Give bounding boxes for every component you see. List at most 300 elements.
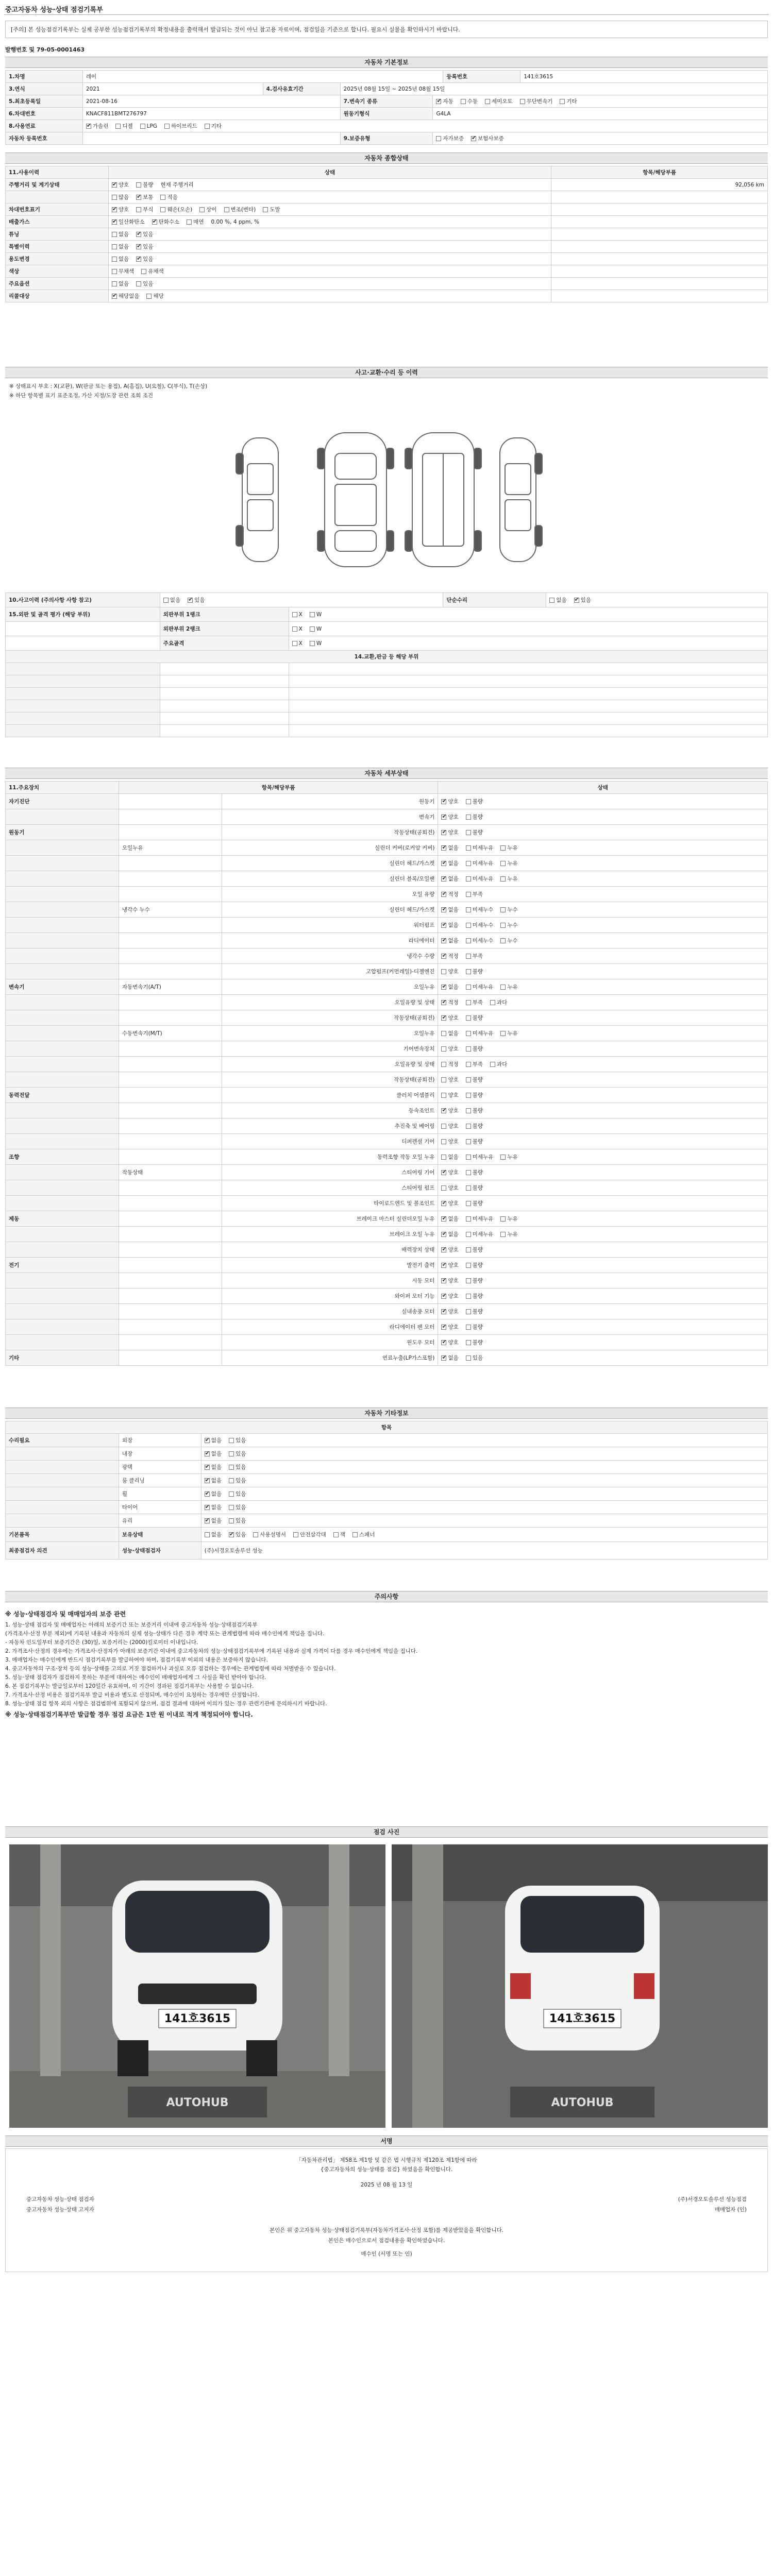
checkbox-label: 해당 [153, 293, 164, 299]
warranty-label: 9.보증유형 [341, 132, 433, 144]
table-row [6, 1487, 768, 1501]
checkbox-option [466, 1045, 483, 1053]
row-part: 작동상태(공회전) [222, 825, 439, 840]
checkbox-icon [441, 1015, 446, 1021]
checkbox-option [441, 1308, 458, 1315]
table-row [6, 216, 768, 228]
checkbox-label: 많음 [118, 194, 129, 200]
notes-title-2: ※ 성능·상태점검기록부만 발급할 경우 점검 요금은 1만 원 이내로 적게 책정되어야 합니다. [5, 1711, 253, 1718]
checkbox-icon [466, 938, 471, 943]
row-state [438, 948, 768, 963]
checkbox-icon [205, 1518, 210, 1523]
table-row [6, 825, 768, 840]
checkbox-icon [466, 1108, 471, 1113]
checkbox-icon [441, 861, 446, 866]
table-row [6, 1447, 768, 1461]
checkbox-label: 훼손(오손) [167, 207, 193, 213]
checkbox-label: 수동 [467, 98, 478, 105]
checkbox-label: 양호 [448, 829, 459, 836]
checkbox-option [263, 206, 280, 213]
checkbox-label: 변조(변타) [230, 207, 256, 213]
table-row [6, 179, 768, 191]
table-row [6, 1196, 768, 1211]
checkbox-option [466, 1060, 483, 1068]
checkbox-option [466, 937, 494, 944]
checkbox-option [441, 844, 458, 852]
checkbox-label: 미세누유 [472, 1154, 494, 1160]
reg-value: 141호3615 [520, 71, 768, 82]
checkbox-option [466, 1230, 494, 1238]
row-sub [119, 809, 222, 824]
checkbox-option [466, 968, 483, 975]
table-row [6, 902, 768, 918]
row-sub: 수동변속기(M/T) [119, 1026, 222, 1041]
row-state [438, 1118, 768, 1133]
row-group [6, 1474, 119, 1487]
checkbox-option [466, 1292, 483, 1300]
checkbox-label: 없음 [118, 244, 129, 250]
row-sub [119, 1118, 222, 1133]
row-group [6, 995, 119, 1010]
checkbox-icon [136, 281, 141, 286]
checkbox-option [441, 875, 458, 883]
table-row [6, 948, 768, 964]
checkbox-icon [163, 598, 169, 603]
checkbox-option [466, 798, 483, 805]
row-state [438, 979, 768, 994]
checkbox-option [205, 122, 222, 130]
checkbox-label: 누유 [507, 1154, 518, 1160]
checkbox-icon [466, 1309, 471, 1314]
row-group [6, 1514, 119, 1527]
checkbox-label: 미세누유 [472, 1030, 494, 1037]
rear-plate: 141호3615 [549, 2012, 616, 2025]
checkbox-label: 보통 [143, 194, 154, 200]
checkbox-option [224, 206, 256, 213]
checkbox-option [466, 1091, 483, 1099]
checkbox-icon [152, 219, 157, 225]
row-group [6, 840, 119, 855]
checkbox-label: LPG [146, 123, 157, 129]
repair-label: 15.외판 및 골격 평가 (해당 부위) [6, 607, 160, 621]
checkbox-icon [441, 1031, 446, 1036]
checkbox-label: 불량 [472, 799, 483, 805]
row-sub [119, 1041, 222, 1056]
checkbox-icon [441, 830, 446, 835]
doc-number [5, 45, 85, 54]
front-brand: AUTOHUB [166, 2096, 229, 2109]
checkbox-label: 적음 [167, 194, 178, 200]
row-part: 윈도우 모터 [222, 1335, 439, 1350]
checkbox-option [441, 921, 458, 929]
warranty-options [433, 132, 768, 144]
checkbox-option [112, 193, 129, 201]
checkbox-option [441, 813, 458, 821]
checkbox-label: 불량 [472, 1077, 483, 1083]
checkbox-label: 양호 [448, 1123, 459, 1129]
checkbox-label: 상이 [206, 207, 217, 213]
checkbox-option [205, 1531, 222, 1538]
row-group [6, 948, 119, 963]
checkbox-option [441, 859, 458, 867]
checkbox-icon [436, 99, 441, 104]
row-part: 휠 [119, 1487, 201, 1500]
checkbox-icon [229, 1532, 234, 1537]
checkbox-option [441, 1230, 458, 1238]
checkbox-option [441, 983, 458, 991]
checkbox-label: 불량 [472, 1247, 483, 1253]
checkbox-icon [224, 207, 229, 212]
checkbox-icon [205, 1438, 210, 1443]
other-col: 항목 [6, 1421, 768, 1433]
checkbox-option [205, 1517, 222, 1524]
checkbox-option [441, 1277, 458, 1284]
row-part: 브레이크 오일 누유 [222, 1227, 439, 1242]
table-row [6, 241, 768, 253]
checkbox-icon [471, 136, 476, 141]
checkbox-option [441, 998, 458, 1006]
signature-header: 서명 [5, 2136, 768, 2147]
table-row [6, 1227, 768, 1242]
accident-table [5, 592, 768, 737]
checkbox-option [500, 906, 517, 913]
fuel-label: 8.사용연료 [6, 120, 83, 132]
checkbox-icon [500, 907, 506, 912]
checkbox-icon [205, 1492, 210, 1497]
row-part: 등속조인트 [222, 1103, 439, 1118]
row-group [6, 1118, 119, 1133]
sign-line-1: 「자동차관리법」 제58조 제1항 및 같은 법 시행규칙 제120조 제1항에 따라 [296, 2157, 477, 2163]
checkbox-label: 불량 [472, 1309, 483, 1315]
checkbox-icon [466, 1201, 471, 1206]
checkbox-option [466, 1308, 483, 1315]
checkbox-icon [466, 923, 471, 928]
checkbox-label: 있음 [236, 1478, 246, 1484]
price-label: 중고자동차 성능·상태 고지자 [26, 2207, 94, 2213]
model-label: 원동기형식 [341, 108, 433, 120]
checkbox-label: 없음 [211, 1504, 222, 1511]
row-part: 배력장치 상태 [222, 1242, 439, 1257]
checkbox-label: 양호 [448, 1046, 459, 1052]
checkbox-label: 있음 [236, 1504, 246, 1511]
checkbox-icon [441, 1124, 446, 1129]
checkbox-label: 양호 [448, 1077, 459, 1083]
row-label [6, 688, 160, 700]
notes-header: 주의사항 [5, 1591, 768, 1602]
checkbox-label: 없음 [211, 1518, 222, 1524]
checkbox-option [112, 292, 140, 300]
row-state [438, 1289, 768, 1303]
checkbox-label: 있음 [472, 1355, 483, 1361]
checkbox-option [333, 1531, 345, 1538]
checkbox-label: 없음 [118, 256, 129, 262]
row-group [6, 902, 119, 917]
checkbox-icon [293, 1532, 298, 1537]
checkbox-option [466, 859, 494, 867]
checkbox-option [466, 1014, 483, 1022]
checkbox-label: 일산화탄소 [118, 219, 145, 225]
checkbox-icon [441, 1263, 446, 1268]
row-part [160, 663, 289, 675]
row-part: 타이로드엔드 및 볼조인트 [222, 1196, 439, 1211]
name-value: 레이 [83, 71, 444, 82]
checkbox-icon [229, 1478, 234, 1483]
checkbox-option [136, 280, 153, 287]
checkbox-label: 양호 [448, 1170, 459, 1176]
row-part: 스티어링 기어 [222, 1165, 439, 1180]
table-row [6, 794, 768, 809]
checkbox-option [466, 983, 494, 991]
checkbox-label: 양호 [448, 1108, 459, 1114]
row-state [438, 1010, 768, 1025]
checkbox-option [441, 1168, 458, 1176]
row-part: 작동상태(공회전) [222, 1010, 439, 1025]
checkbox-label: 불량 [472, 1123, 483, 1129]
checkbox-option [441, 1246, 458, 1253]
checkbox-label: 없음 [448, 1231, 459, 1238]
checkbox-option [188, 596, 205, 604]
checkbox-option [136, 230, 153, 238]
checkbox-option [466, 998, 483, 1006]
checkbox-label: 불량 [472, 1170, 483, 1176]
checkbox-icon [466, 1216, 471, 1222]
row-group [6, 1103, 119, 1118]
row-group: 원동기 [6, 825, 119, 840]
checkbox-icon [263, 207, 268, 212]
checkbox-option [293, 1531, 326, 1538]
checkbox-option [500, 859, 517, 867]
checkbox-label: 부족 [472, 999, 483, 1006]
row-part: 오일누유 [222, 1026, 439, 1041]
checkbox-label: 없음 [448, 1030, 459, 1037]
note-line: 3. 매매업자는 매수인에게 반드시 점검기록부를 발급하여야 하며, 점검기록부 이외의 내용은 보증하지 않습니다. [5, 1657, 268, 1663]
checkbox-label: 미세누유 [472, 984, 494, 990]
checkbox-option [466, 1107, 483, 1114]
table-row [6, 204, 768, 216]
checkbox-option [441, 1076, 458, 1083]
row-group [6, 1057, 119, 1072]
general-col-state: 상태 [109, 166, 551, 178]
period-label: 4.검사유효기간 [263, 83, 341, 95]
checkbox-icon [466, 1185, 471, 1191]
checkbox-option [136, 193, 153, 201]
checkbox-icon [466, 830, 471, 835]
checkbox-label: 양호 [448, 1200, 459, 1207]
row-state [438, 1242, 768, 1257]
checkbox-option [520, 97, 553, 105]
row-state [438, 871, 768, 886]
checkbox-option [86, 122, 108, 130]
row-extra: 0.00 %, 4 ppm, % [211, 218, 260, 225]
checkbox-icon [136, 232, 141, 237]
checkbox-label: 적정 [448, 1061, 459, 1067]
note-line: 6. 본 점검기록부는 발급일로부터 120일간 유효하며, 이 기간이 경과된 점검기록부는 사용할 수 없습니다. [5, 1683, 254, 1689]
checkbox-option [441, 1014, 458, 1022]
checkbox-option [466, 921, 494, 929]
row-part: 오일 유량 [222, 887, 439, 902]
basic-items-sub: 보유상태 [119, 1528, 201, 1541]
checkbox-icon [205, 1505, 210, 1510]
note-line: 1. 성능·상태 점검자 및 매매업자는 아래의 보증기간 또는 보증거리 이내에 중고자동차 성능·상태점검기록부 [5, 1622, 258, 1628]
checkbox-option [136, 181, 153, 189]
first-reg-label: 5.최초등록일 [6, 95, 83, 107]
row-part: 오일누유 [222, 979, 439, 994]
row-group [6, 1461, 119, 1473]
checkbox-option [441, 1184, 458, 1192]
checkbox-label: 미세누수 [472, 938, 494, 944]
row-state [438, 1304, 768, 1319]
row-state [438, 825, 768, 840]
checkbox-icon [136, 207, 141, 212]
checkbox-option [136, 206, 153, 213]
checkbox-icon [500, 845, 506, 851]
checkbox-icon [500, 1232, 506, 1237]
checkbox-option [441, 1045, 458, 1053]
row-label [6, 700, 160, 712]
checkbox-icon [490, 1062, 495, 1067]
checkbox-icon [466, 799, 471, 804]
photos-header: 점검 사진 [5, 1826, 768, 1838]
row-state [109, 216, 551, 228]
checkbox-option [112, 218, 145, 226]
row-detail [551, 265, 768, 277]
checkbox-option [466, 813, 483, 821]
row-state [438, 1026, 768, 1041]
checkbox-option [466, 1215, 494, 1223]
table-row [6, 278, 768, 290]
note-line: 2. 가격조사·산정의 경우에는 가격조사·산정자가 아래의 보증기간 이내에 중고자동차의 성능·상태점검기록부에 기록된 내용과 실제 가격이 다를 경우 매수인에게 책임을 집니다. [5, 1648, 418, 1654]
row-detail [551, 204, 768, 215]
checkbox-label: 양호 [448, 814, 459, 820]
rank-1-label: 외판부위 1랭크 [160, 607, 289, 621]
row-part: 라디에이터 팬 모터 [222, 1319, 439, 1334]
checkbox-icon [466, 1232, 471, 1237]
checkbox-option [441, 890, 458, 898]
row-sub [119, 1273, 222, 1288]
row-sub: 냉각수 누수 [119, 902, 222, 917]
checkbox-option [500, 1029, 517, 1037]
row-group [6, 1072, 119, 1087]
row-state [438, 1350, 768, 1365]
checkbox-icon [229, 1505, 234, 1510]
checkbox-label: 안전삼각대 [300, 1532, 326, 1538]
checkbox-option [436, 134, 464, 142]
checkbox-label: 누유 [507, 876, 518, 882]
table-row [6, 1211, 768, 1227]
note-line: 4. 중고자동차의 구조·장치 등의 성능·상태를 고의로 거짓 점검하거나 과실로 오류 점검하는 경우에는 관계법령에 따라 처벌받을 수 있습니다. [5, 1666, 336, 1672]
table-row [6, 1434, 768, 1447]
checkbox-icon [441, 1216, 446, 1222]
row-state [109, 253, 551, 265]
car-right-side [500, 438, 542, 562]
accident-options [160, 593, 444, 607]
checkbox-option [466, 1354, 483, 1362]
table-row [6, 290, 768, 302]
checkbox-label: 유채색 [148, 268, 164, 275]
row-part: 고압펌프(커먼레일)-디젤엔진 [222, 964, 439, 979]
row-sub [119, 1180, 222, 1195]
checkbox-label: 탄화수소 [158, 219, 180, 225]
row-state [438, 1211, 768, 1226]
row-sub [119, 1057, 222, 1072]
row-state [438, 1103, 768, 1118]
vin-label: 6.차대번호 [6, 108, 83, 120]
row-group [6, 887, 119, 902]
row-sub [119, 1258, 222, 1273]
row-group [6, 1227, 119, 1242]
table-row [6, 1319, 768, 1335]
simple-repair-options [546, 593, 768, 607]
row-sub [119, 1227, 222, 1242]
checkbox-icon [441, 1294, 446, 1299]
row-label: 튜닝 [6, 228, 109, 240]
checkbox-option [229, 1477, 246, 1484]
checkbox-icon [441, 1340, 446, 1345]
row-part [160, 725, 289, 737]
checkbox-icon [441, 1108, 446, 1113]
year-value: 2021 [83, 83, 263, 95]
damage-header: 사고·교환·수리 등 이력 [5, 367, 768, 378]
checkbox-label: 없음 [211, 1491, 222, 1497]
detail-col-item: 11.주요장치 [6, 782, 119, 793]
table-row [6, 1118, 768, 1134]
checkbox-icon [441, 923, 446, 928]
checkbox-icon [441, 1355, 446, 1361]
checkbox-label: 미세누유 [472, 860, 494, 867]
table-row [6, 964, 768, 979]
checkbox-option [205, 1503, 222, 1511]
checkbox-option [466, 1246, 483, 1253]
checkbox-label: 있음 [236, 1464, 246, 1470]
other-table [5, 1421, 768, 1560]
row-label: 색상 [6, 265, 109, 277]
checkbox-icon [500, 1031, 506, 1036]
checkbox-label: 불량 [472, 1092, 483, 1098]
checkbox-label: 누유 [507, 1231, 518, 1238]
general-col-item: 11.사용이력 [6, 166, 109, 178]
checkbox-option [500, 921, 517, 929]
checkbox-option [112, 280, 129, 287]
checkbox-label: 양호 [448, 1247, 459, 1253]
row-detail: 92,056 km [551, 179, 768, 191]
checkbox-option [466, 952, 483, 960]
checkbox-label: 있음 [236, 1451, 246, 1457]
rear-photo-svg [392, 1844, 768, 2128]
checkbox-label: 있음 [143, 231, 154, 238]
car-underbody [405, 433, 481, 567]
checkbox-option [229, 1450, 246, 1458]
checkbox-icon [500, 923, 506, 928]
table-row [6, 933, 768, 948]
checkbox-label: 있음 [143, 244, 154, 250]
row-state [109, 179, 551, 191]
checkbox-icon [500, 985, 506, 990]
checkbox-label: 불량 [472, 829, 483, 836]
car-left-side [236, 438, 278, 562]
checkbox-option [441, 906, 458, 913]
checkbox-icon [112, 232, 117, 237]
checkbox-icon [441, 938, 446, 943]
checkbox-option [112, 255, 129, 263]
row-group: 동력전달 [6, 1088, 119, 1103]
checkbox-icon [466, 1325, 471, 1330]
checkbox-label: 양호 [448, 1324, 459, 1330]
table-row [6, 700, 768, 713]
reg-num-label: 자동차 등록번호 [6, 132, 83, 144]
row-state [201, 1474, 768, 1487]
row-sub [119, 1242, 222, 1257]
row-part [160, 713, 289, 724]
